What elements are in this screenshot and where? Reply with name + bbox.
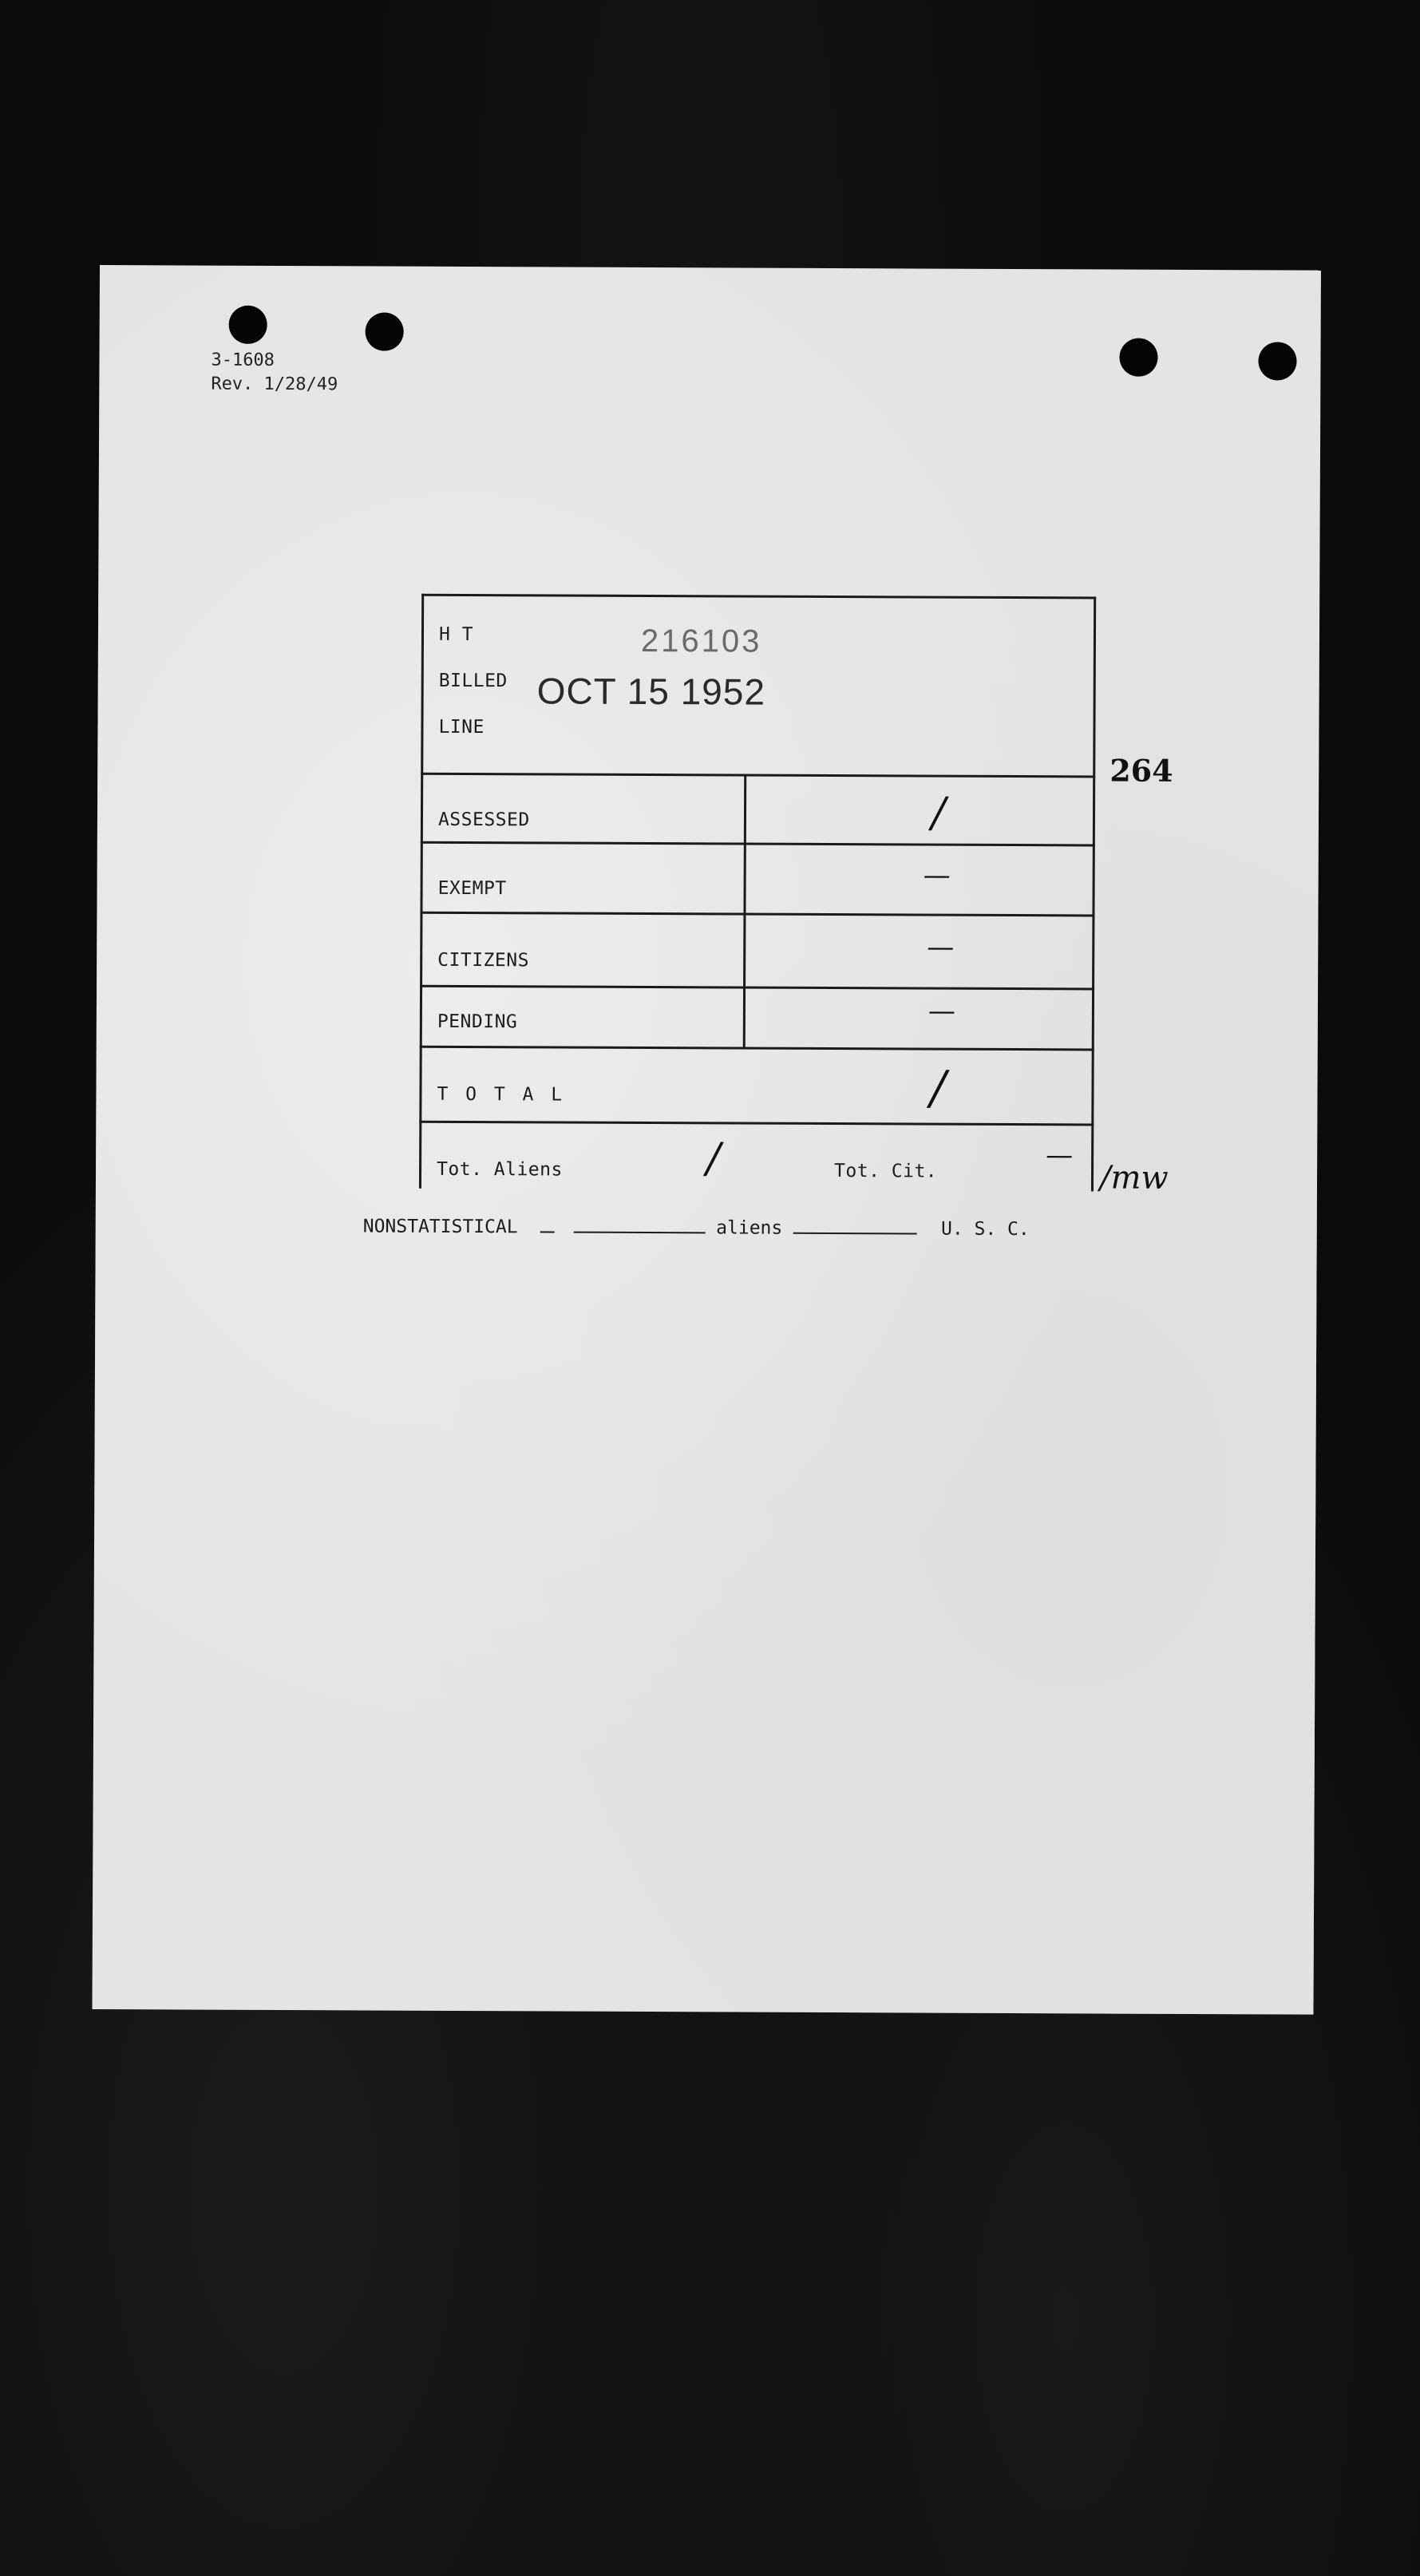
stamp-serial-number: 216103 xyxy=(640,623,762,659)
tally-table xyxy=(419,594,1096,1192)
table-rule xyxy=(420,985,1094,991)
total-value: / xyxy=(930,1060,947,1115)
citizens-value: — xyxy=(927,931,955,964)
form-number: 3-1608 xyxy=(211,350,275,370)
pending-label: PENDING xyxy=(437,1011,518,1033)
table-border-left xyxy=(419,594,424,1189)
ht-label: H T xyxy=(438,623,474,646)
table-rule xyxy=(421,773,1095,778)
assessed-value: / xyxy=(931,789,946,837)
table-column-divider xyxy=(743,774,746,1047)
citizens-label: CITIZENS xyxy=(437,949,530,971)
table-rule xyxy=(420,1046,1094,1051)
form-revision: Rev. 1/28/49 xyxy=(211,374,338,395)
assessed-label: ASSESSED xyxy=(437,809,530,831)
table-rule xyxy=(419,1121,1094,1126)
punch-hole xyxy=(1258,342,1296,380)
handwritten-initials: /mw xyxy=(1099,1159,1169,1197)
usc-label: U. S. C. xyxy=(940,1218,1030,1241)
document-page xyxy=(92,265,1321,2015)
pending-value: — xyxy=(928,995,956,1027)
punch-hole xyxy=(366,312,404,350)
table-border-right xyxy=(1091,596,1096,1191)
blank-line xyxy=(540,1231,554,1233)
exempt-label: EXEMPT xyxy=(437,877,507,900)
punch-hole xyxy=(1119,338,1157,377)
billed-label: BILLED xyxy=(438,670,508,692)
total-citizens-label: Tot. Cit. xyxy=(833,1161,938,1182)
side-number: 264 xyxy=(1109,752,1173,789)
aliens-label: aliens xyxy=(716,1217,783,1239)
punch-hole xyxy=(229,306,267,344)
blank-line xyxy=(793,1233,917,1235)
total-label: T O T A L xyxy=(437,1083,566,1106)
line-label: LINE xyxy=(438,716,485,738)
blank-line xyxy=(573,1232,705,1234)
total-aliens-value: / xyxy=(706,1134,721,1183)
table-rule xyxy=(420,912,1094,917)
form-number-block xyxy=(211,349,338,398)
nonstatistical-label: NONSTATISTICAL xyxy=(362,1216,518,1238)
exempt-value: — xyxy=(923,859,951,892)
table-border-top xyxy=(421,594,1096,599)
stamp-date: OCT 15 1952 xyxy=(536,670,766,713)
total-citizens-value: — xyxy=(1046,1139,1074,1172)
table-rule xyxy=(421,841,1095,847)
nonstatistical-line xyxy=(363,1216,1030,1240)
total-aliens-label: Tot. Aliens xyxy=(437,1158,563,1181)
